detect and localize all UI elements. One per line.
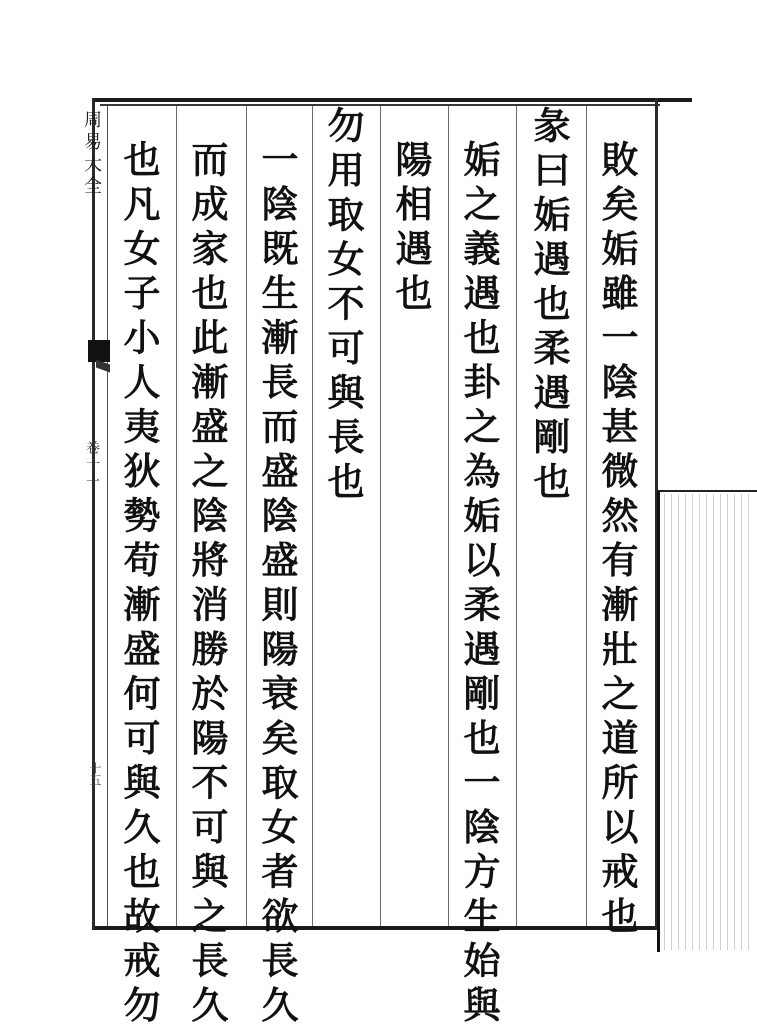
column-divider (448, 106, 449, 926)
column-divider (380, 106, 381, 926)
text-column-8: 也凡女子小人夷狄勢苟漸盛何可與久也故戒勿 (117, 140, 161, 1030)
margin-title: 周易大全 (81, 110, 102, 198)
adjacent-page-texture (664, 494, 754, 950)
text-column-2: 彖曰姤遇也柔遇剛也 (527, 106, 571, 507)
margin-section: 卷十一 (84, 440, 100, 491)
column-divider (312, 106, 313, 926)
frame-bottom-border (92, 926, 672, 930)
margin-page-number: 十五 (88, 762, 102, 786)
text-column-5: 勿用取女不可與長也 (321, 106, 365, 507)
fish-tail-mark-icon (88, 340, 110, 362)
text-column-7: 而成家也此漸盛之陰將消勝於陽不可與之長久 (185, 140, 229, 1030)
text-column-1: 敗矣姤雖一陰甚微然有漸壯之道所以戒也 (595, 140, 639, 941)
text-column-3: 姤之義遇也卦之為姤以柔遇剛也一陰方生始與 (457, 140, 501, 1030)
text-column-4: 陽相遇也 (389, 140, 433, 318)
column-divider (176, 106, 177, 926)
frame-top-border (92, 98, 692, 102)
margin-strip (95, 106, 108, 926)
column-divider (516, 106, 517, 926)
adjacent-page-edge (657, 490, 757, 952)
text-column-6: 一陰既生漸長而盛陰盛則陽衰矣取女者欲長久 (255, 140, 299, 1030)
column-divider (246, 106, 247, 926)
column-divider (586, 106, 587, 926)
